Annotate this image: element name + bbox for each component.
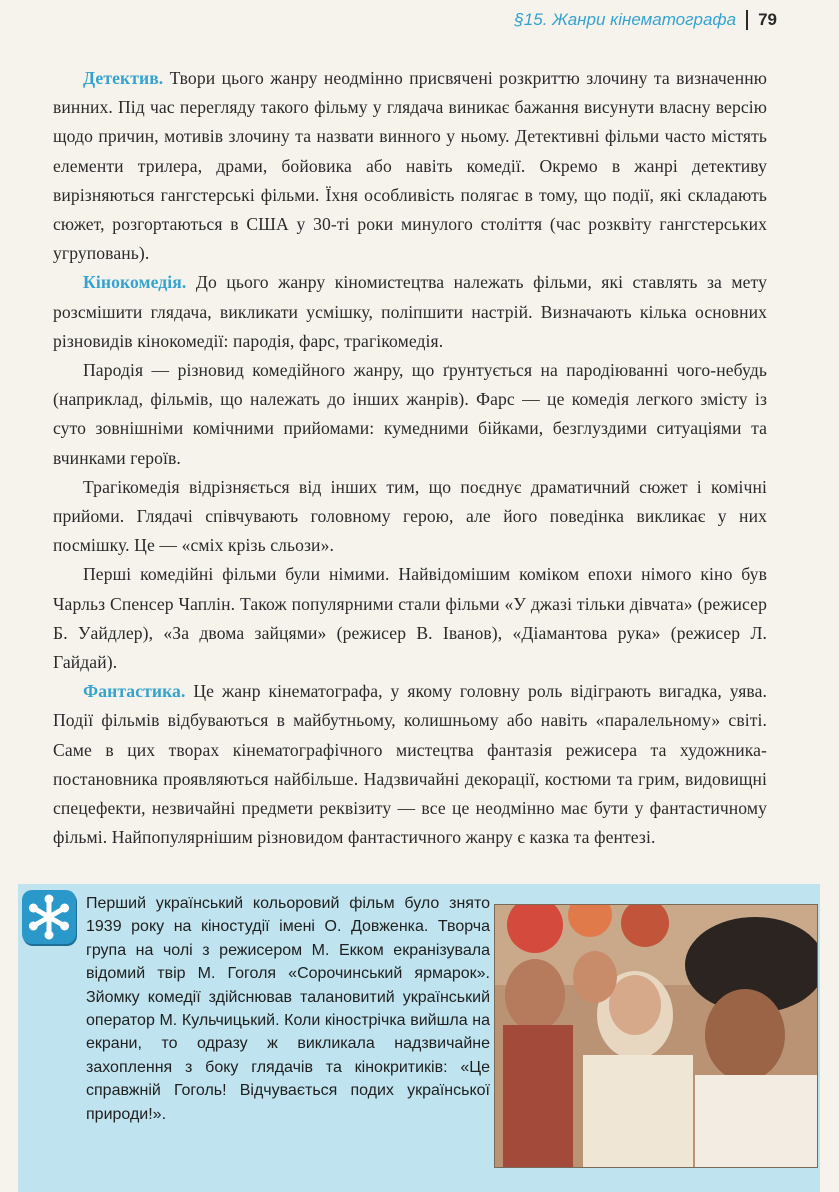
paragraph-detective bbox=[53, 64, 767, 268]
running-header bbox=[514, 10, 777, 30]
paragraph-text: Трагікомедія відрізняється від інших тим, що поєднує драматичний сюжет і комічні прийоми. Глядачі співчувають головному герою, але його поведінка викликає у них посмішку. Це — «сміх крізь сльози». bbox=[53, 476, 767, 556]
paragraph-parody bbox=[53, 356, 767, 473]
header-divider bbox=[746, 10, 748, 30]
paragraph-text: Твори цього жанру неодмінно присвячені розкриттю злочину та визначенню винних. Під час перегляду такого фільму у глядача виникає бажання висунути власну версію щодо причин, мотивів злочину та назвати винного у ньому. Детективні фільми часто містять елементи трилера, драми, бойовика або навіть комедії. Окремо в жанрі детективу вирізняються гангстерські фільми. Їхня особливість полягає в тому, що події, які складають сюжет, розгортаються в США у 30-ті роки минулого століття (час розквіту гангстерських угруповань). bbox=[53, 68, 767, 264]
snowflake-icon bbox=[22, 890, 76, 944]
main-text bbox=[53, 64, 767, 852]
term-comedy: Кінокомедія. bbox=[83, 272, 187, 293]
paragraph-tragicomedy bbox=[53, 473, 767, 561]
section-title: §15. Жанри кінематографа bbox=[514, 10, 737, 29]
fact-text: Перший український кольоровий фільм було знято 1939 року на кіностудії імені О. Довженка. Творча група на чолі з режисером М. Екком екранізувала відомий твір М. Гоголя «Сорочинський ярмарок». Зйомку комедії здійснював талановитий український оператор М. Кульчицький. Коли кінострічка вийшла на екрани, то одразу ж викликала надзвичайне захоплення з боку глядачів та кінокритиків: «Це справжній Гоголь! Відчувається подих української природи!». bbox=[86, 895, 490, 1123]
term-detective: Детектив. bbox=[83, 68, 164, 88]
film-still-illustration bbox=[495, 905, 817, 1167]
snowflake-icon-graphic bbox=[22, 890, 76, 944]
term-fantasy: Фантастика. bbox=[83, 681, 186, 702]
paragraph-text: Пародія — різновид комедійного жанру, що ґрунтується на пародіюванні чого-небудь (наприклад, фільмів, що належать до інших жанрів). Фарс — це комедія легкого змісту із суто зовнішніми комічними прийомами: кумедними бійками, безглуздими ситуаціями та вчинками героїв. bbox=[53, 360, 767, 468]
film-still-photo bbox=[494, 904, 818, 1168]
paragraph-text: До цього жанру кіномистецтва належать фільми, які ставлять за мету розсмішити глядача, викликати усмішку, поліпшити настрій. Визначають кілька основних різновидів кінокомедії: пародія, фарс, трагікомедія. bbox=[53, 272, 767, 351]
fact-box bbox=[18, 884, 820, 1192]
paragraph-comedy bbox=[53, 268, 767, 356]
paragraph-text: Перші комедійні фільми були німими. Найвідомішим коміком епохи німого кіно був Чарльз Спенсер Чаплін. Також популярними стали фільми «У джазі тільки дівчата» (режисер Б. Уайдлер), «За двома зайцями» (режисер В. Іванов), «Діамантова рука» (режисер Л. Гайдай). bbox=[53, 564, 767, 673]
paragraph-fantasy bbox=[53, 677, 767, 852]
page-number: 79 bbox=[758, 10, 777, 29]
paragraph-text: Це жанр кінематографа, у якому головну роль відіграють вигадка, уява. Події фільмів відбуваються в майбутньому, колишньому або навіть «паралельному» світі. Саме в цих творах кінематографічного мистецтва фантазія режисера та художника-постановника проявляються найбільше. Надзвичайні декорації, костюми та грим, видовищні спецефекти, незвичайні предмети реквізиту — все це неодмінно має бути у фантастичному фільмі. Найпопулярнішим різновидом фантастичного жанру є казка та фентезі. bbox=[53, 681, 767, 848]
paragraph-silent-films bbox=[53, 560, 767, 677]
